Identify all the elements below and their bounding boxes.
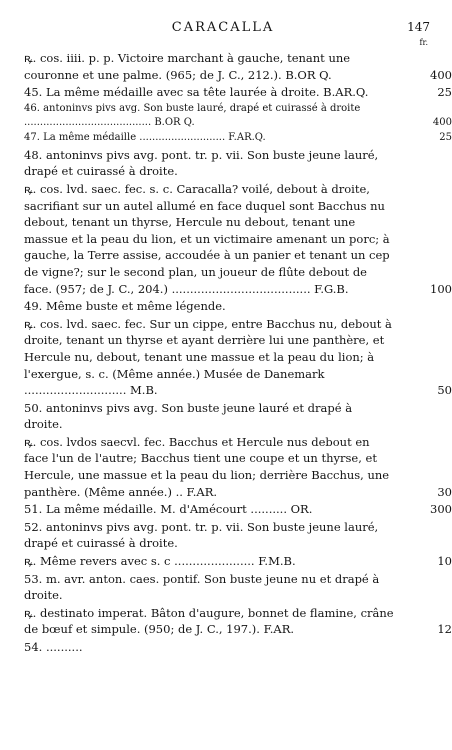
catalogue-entry bbox=[24, 298, 394, 315]
page-number: 147 bbox=[407, 20, 430, 34]
running-title: CARACALLA bbox=[171, 20, 275, 35]
entry-text: 49. Même buste et même légende. bbox=[24, 299, 226, 314]
entry-text: ꝶ. Même revers avec s. c ...................... F.M.B. bbox=[24, 554, 296, 569]
catalogue-entry bbox=[24, 553, 452, 570]
entry-price: 50 bbox=[437, 383, 452, 398]
entry-text: 53. m. avr. anton. caes. pontif. Son buste jeune nu et drapé à droite. bbox=[24, 571, 380, 603]
catalogue-entry bbox=[24, 50, 452, 83]
entry-text: ꝶ. cos. lvdos saecvl. fec. Bacchus et Hercule nus debout en face l'un de l'autre; Bacchus tient une coupe et un thyrse, et Hercule, une massue et la peau du lion; derrière Bacchus, une panthère. (Même année.) .. F.AR. bbox=[24, 434, 390, 499]
entry-text: ꝶ. destinato imperat. Bâton d'augure, bonnet de flamine, crâne de bœuf et simpule. (950; de J. C., 197.). F.AR. bbox=[24, 605, 394, 637]
entry-text: 51. La même médaille. M. d'Amécourt .......... OR. bbox=[24, 502, 313, 517]
page-header bbox=[0, 20, 446, 47]
entry-text: 52. antoninvs pivs avg. pont. tr. p. vii. Son buste jeune lauré, drapé et cuirassé à droite. bbox=[24, 519, 379, 551]
catalogue-body bbox=[24, 50, 452, 656]
entry-text: 54. .......... bbox=[24, 640, 83, 654]
catalogue-entry bbox=[24, 316, 452, 399]
entry-price: 25 bbox=[439, 131, 452, 143]
catalogue-entry bbox=[24, 519, 394, 552]
entry-price: 12 bbox=[437, 622, 452, 637]
entry-text: 50. antoninvs pivs avg. Son buste jeune lauré et drapé à droite. bbox=[24, 400, 353, 432]
catalogue-entry bbox=[24, 84, 452, 101]
catalogue-entry bbox=[24, 131, 452, 145]
catalogue-entry bbox=[24, 434, 452, 500]
entry-price: 400 bbox=[432, 116, 452, 128]
catalogue-entry bbox=[24, 639, 394, 656]
entry-text: ꝶ. cos. iiii. p. p. Victoire marchant à gauche, tenant une couronne et une palme. (965; de J. C., 212.). B.OR Q. bbox=[24, 51, 351, 82]
entry-price: 30 bbox=[437, 484, 452, 499]
catalogue-entry bbox=[24, 147, 394, 180]
currency-unit: fr. bbox=[419, 38, 428, 47]
catalogue-entry bbox=[24, 605, 452, 638]
catalogue-entry bbox=[24, 181, 452, 297]
entry-text: 46. antoninvs pivs avg. Son buste lauré, drapé et cuirassé à droite ........................................ B.OR Q. bbox=[24, 102, 361, 128]
entry-price: 10 bbox=[437, 554, 452, 569]
catalogue-entry bbox=[24, 571, 394, 604]
entry-text: ꝶ. cos. lvd. saec. fec. Sur un cippe, entre Bacchus nu, debout à droite, tenant un thyrse et ayant derrière lui une panthère, et Hercule nu, debout, tenant une massue et la peau du lion; à l'exergue, s. c. (Même année.) Musée de Danemark ............................ M.B. bbox=[24, 316, 392, 398]
catalogue-entry bbox=[24, 400, 394, 433]
catalogue-entry bbox=[24, 102, 452, 130]
entry-price: 100 bbox=[430, 281, 452, 296]
entry-price: 300 bbox=[430, 502, 452, 517]
entry-text: ꝶ. cos. lvd. saec. fec. s. c. Caracalla? voilé, debout à droite, sacrifiant sur un autel allumé en face duquel sont Bacchus nu debout, tenant un thyrse, Hercule nu debout, tenant une massue et la peau du lion, et un victimaire amenant un porc; à gauche, la Terre assise, accoudée à un panier et tenant un cep de vigne?; sur le second plan, un joueur de flûte debout de face. (957; de J. C., 204.) ...................................... F.G.B. bbox=[24, 181, 390, 296]
entry-price: 25 bbox=[437, 85, 452, 100]
entry-price: 400 bbox=[430, 67, 452, 82]
entry-text: 47. La même médaille ........................... F.AR.Q. bbox=[24, 131, 266, 143]
entry-text: 48. antoninvs pivs avg. pont. tr. p. vii. Son buste jeune lauré, drapé et cuirassé à droite. bbox=[24, 147, 379, 179]
catalogue-entry bbox=[24, 501, 452, 518]
entry-text: 45. La même médaille avec sa tête laurée à droite. B.AR.Q. bbox=[24, 85, 369, 100]
